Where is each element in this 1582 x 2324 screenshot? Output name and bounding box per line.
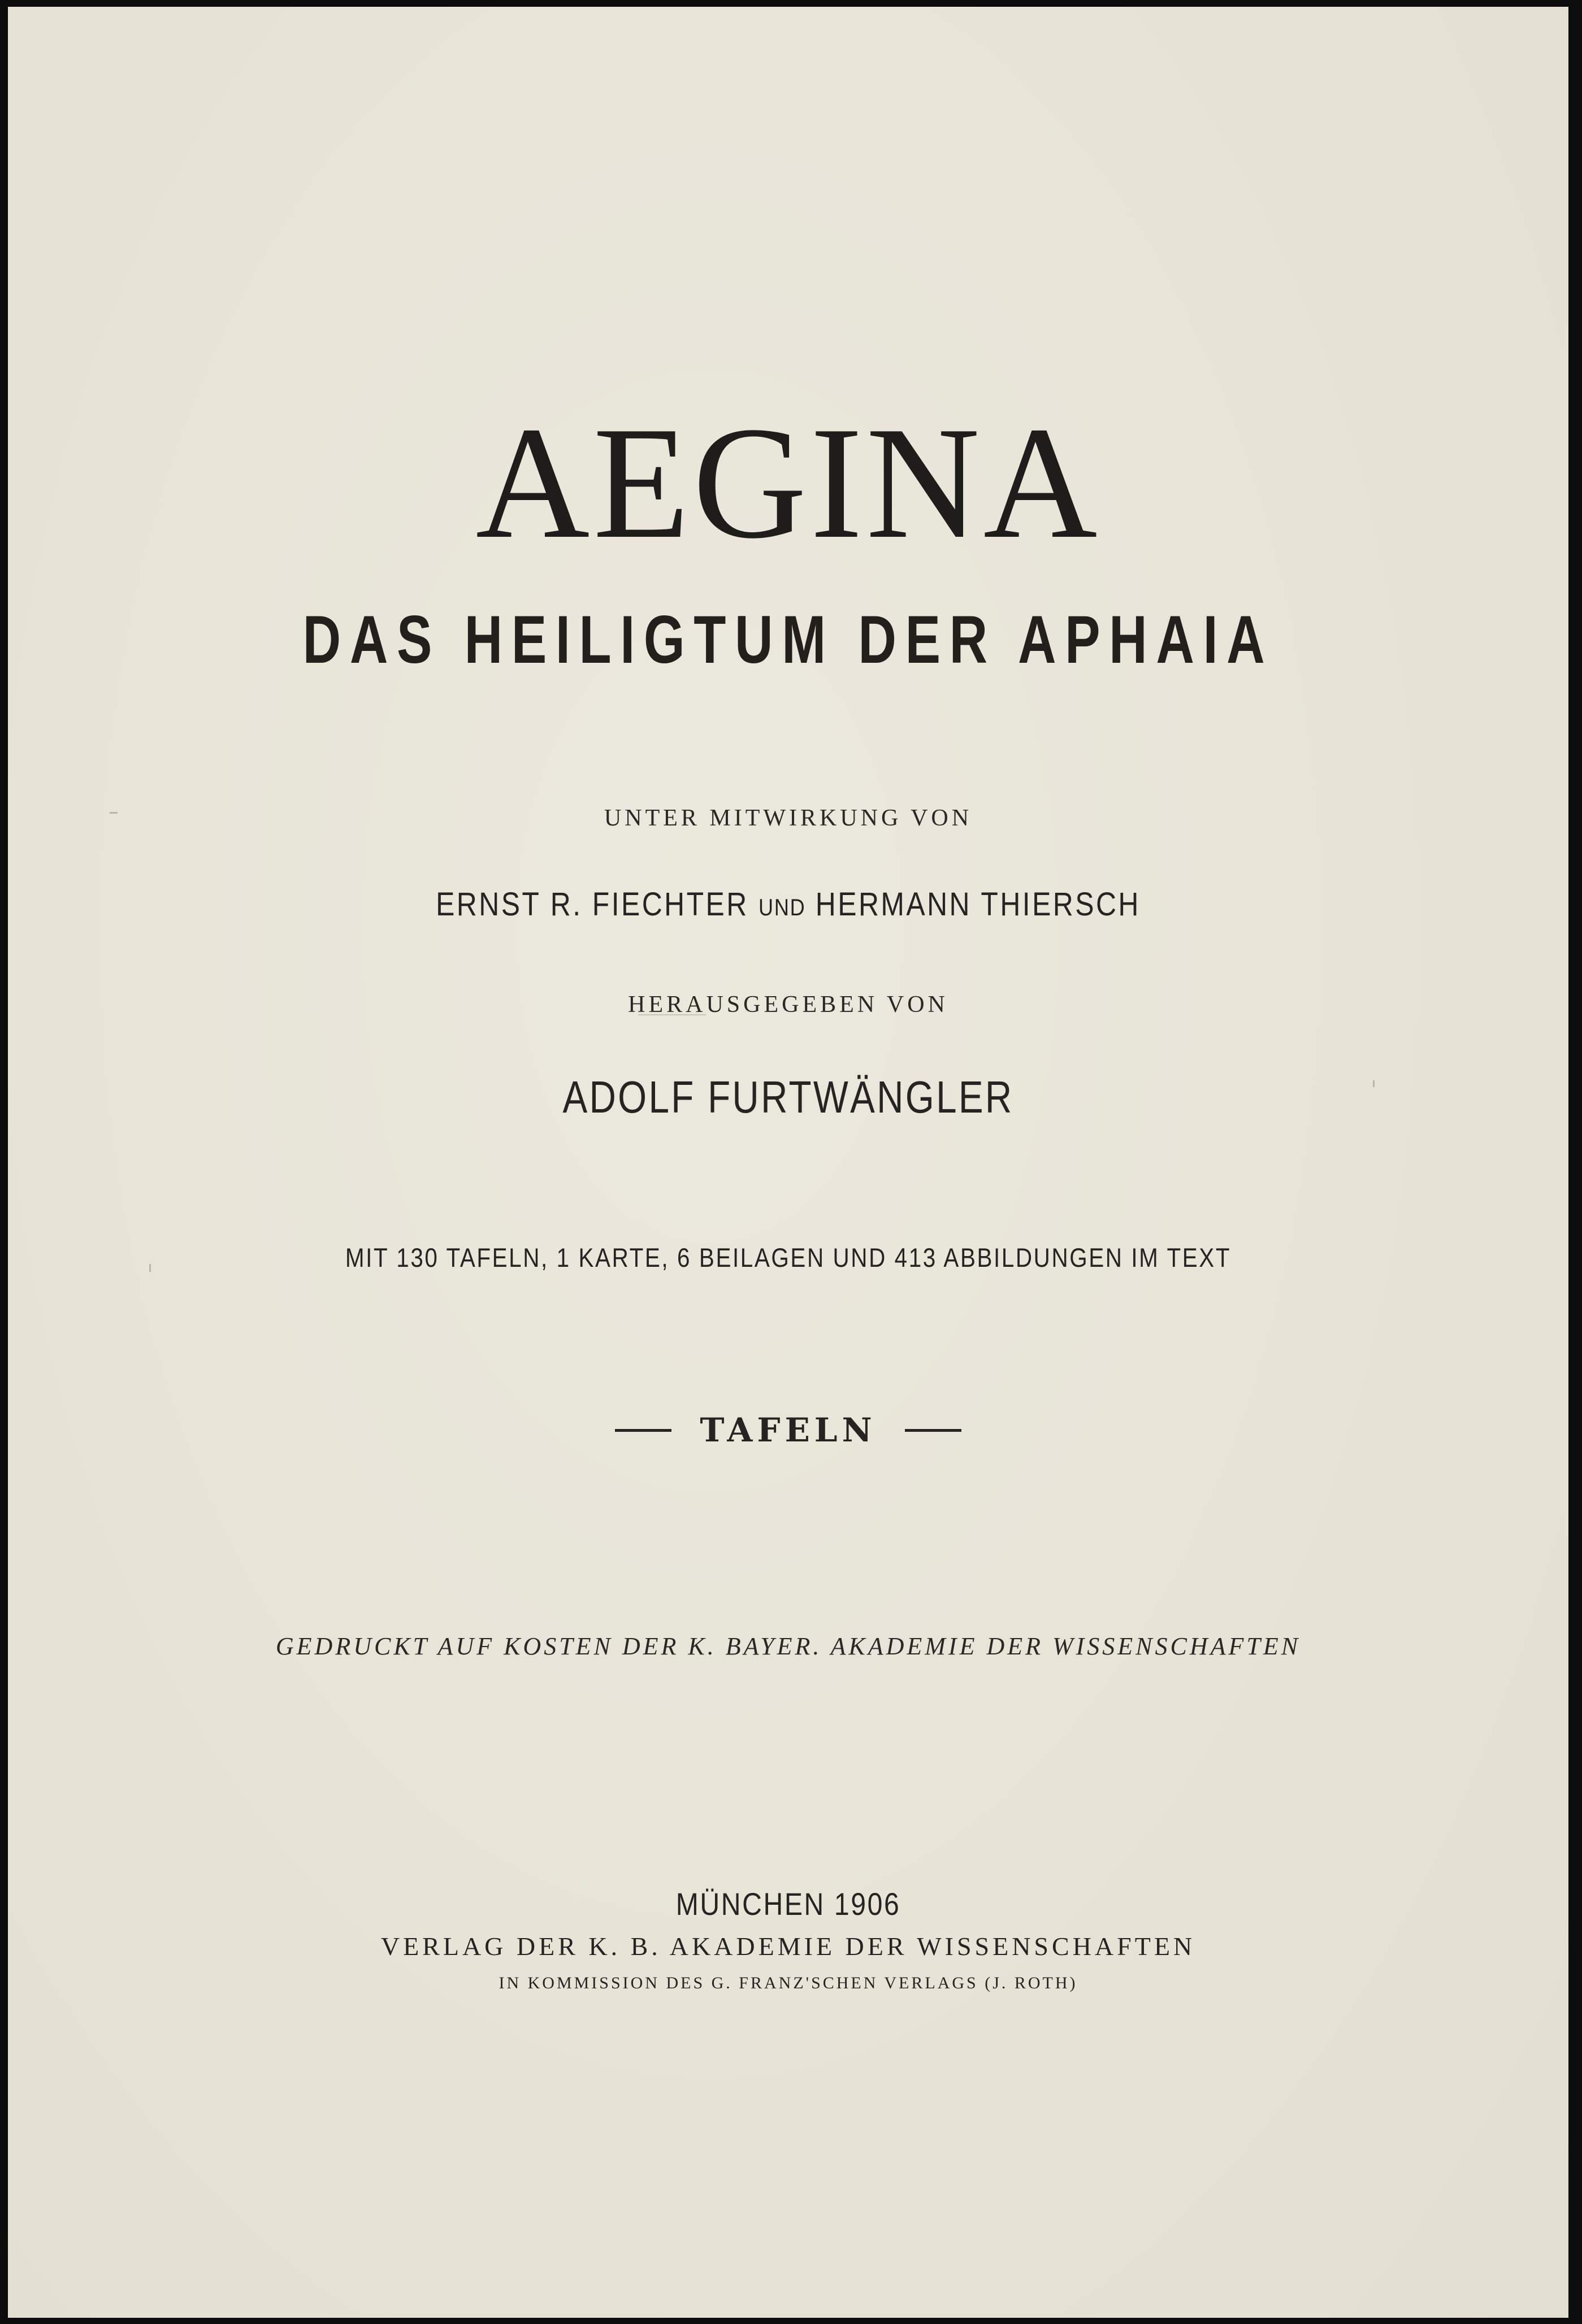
printing-note: GEDRUCKT AUF KOSTEN DER K. BAYER. AKADEMIE DER WISSENSCHAFTEN [275,1632,1301,1660]
paper-speck [149,1264,151,1272]
contents-note: MIT 130 TAFELN, 1 KARTE, 6 BEILAGEN UND 413 ABBILDUNGEN IM TEXT [345,1243,1232,1272]
book-subtitle: DAS HEILIGTUM DER APHAIA [302,602,1274,677]
paper-speck [638,1014,706,1015]
right-dash [905,1429,961,1432]
volume-label-row [8,1411,1568,1449]
publisher-line: VERLAG DER K. B. AKADEMIE DER WISSENSCHAFTEN [380,1932,1196,1961]
editor-intro: HERAUSGEGEBEN VON [628,992,948,1018]
place-year: MÜNCHEN 1906 [675,1886,901,1922]
collaborator-1: ERNST R. FIECHTER [436,886,749,923]
paper-speck [1373,1080,1375,1087]
collaborator-2: HERMANN THIERSCH [815,886,1141,923]
collaborator-conjunction: UND [759,894,806,920]
volume-label: TAFELN [700,1411,877,1449]
commission-line: IN KOMMISSION DES G. FRANZ'SCHEN VERLAGS (J. ROTH) [499,1974,1078,1992]
collaborators-line [117,888,1459,921]
editor-name: ADOLF FURTWÄNGLER [562,1072,1014,1122]
left-dash [615,1429,671,1432]
book-title: AEGINA [475,393,1101,572]
paper-speck [110,812,118,814]
title-page [8,7,1568,2318]
collaboration-intro: UNTER MITWIRKUNG VON [604,805,973,831]
